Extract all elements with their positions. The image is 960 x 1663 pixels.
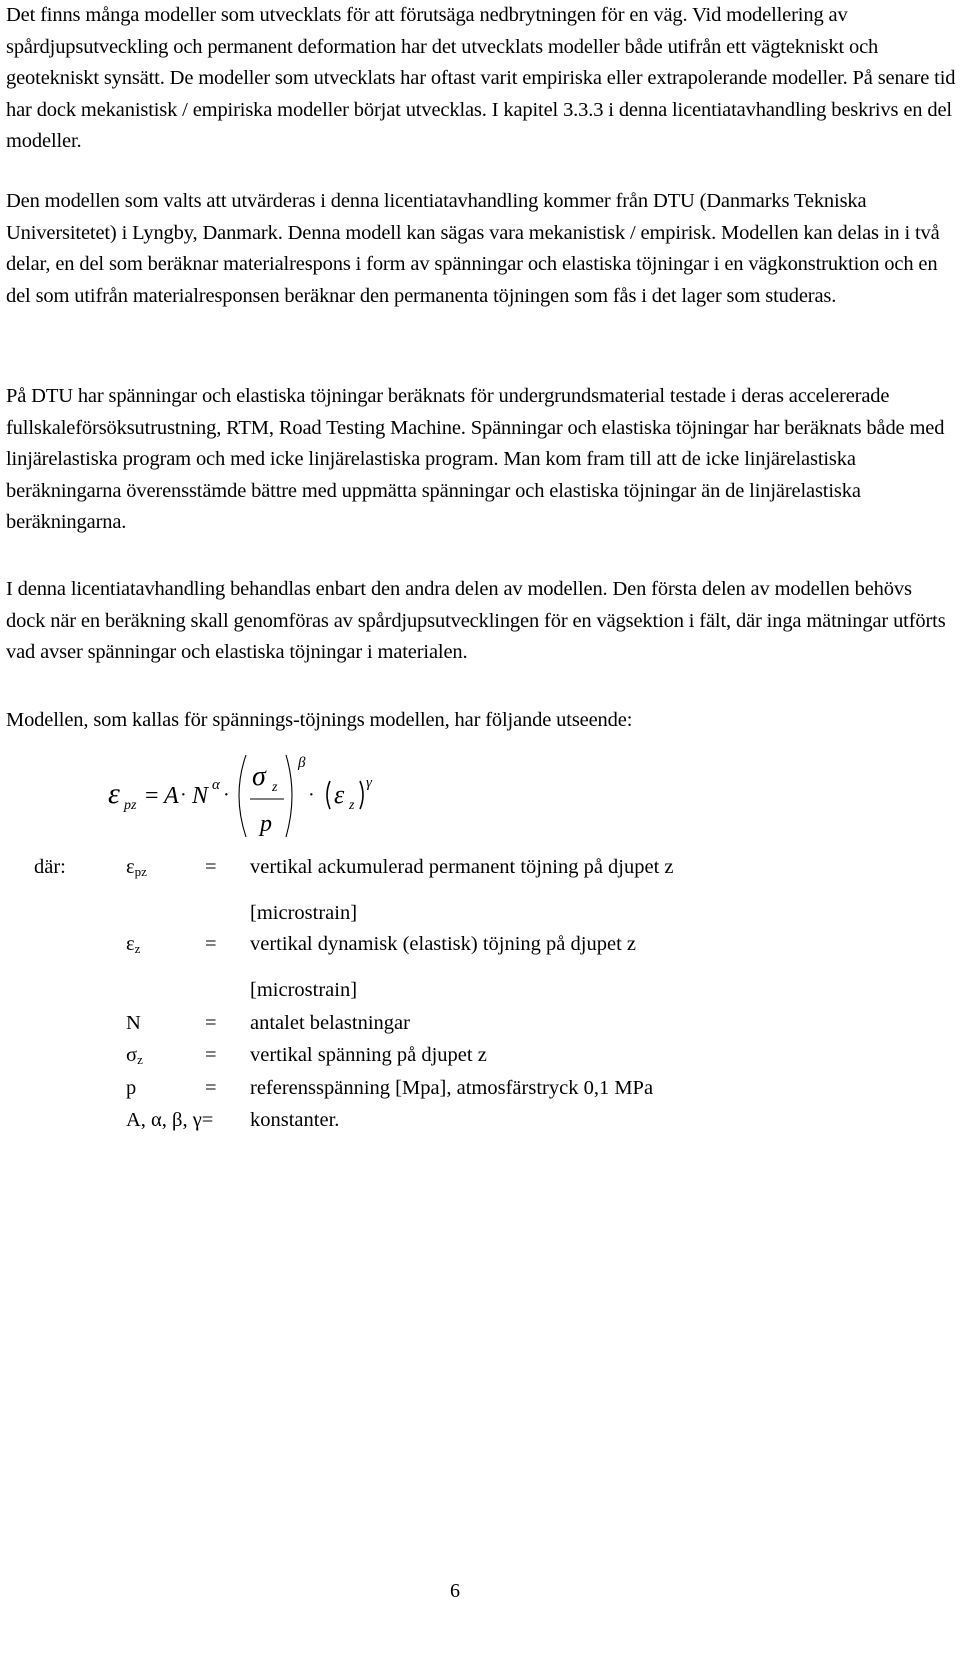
page-number: 6 (450, 1580, 460, 1602)
formula-dot-1: · (180, 784, 187, 806)
definition-description: referensspänning [Mpa], atmosfärstryck 0,1 MPa (250, 1077, 654, 1099)
formula-dot-3: · (308, 784, 315, 806)
formula-p: p (260, 811, 272, 837)
formula-alpha: α (212, 777, 220, 793)
definition-symbol: $\varepsilon_{pz}$ (126, 856, 147, 879)
formula-left-paren (239, 755, 246, 837)
definition-symbol: $\varepsilon_z$ (126, 933, 141, 956)
definition-equals: = (205, 933, 217, 955)
formula-equals: = (145, 783, 159, 809)
formula-epsilon-2: ε (334, 780, 345, 809)
paragraph-text: I denna licentiatavhandling behandlas enbart den andra delen av modellen. Den första delen av modellen behövs dock när en beräkning skall genomföras av spårdjupsutvecklingen för en vägsektion i fält, där inga mätningar utförts vad avser spänningar och elastiska töjningar i materialen. (6, 578, 946, 664)
paragraph-3 (6, 381, 956, 539)
formula-sigma: σ (252, 761, 266, 792)
formula-right-paren-2 (360, 781, 363, 809)
formula-svg (100, 745, 500, 845)
formula-beta: β (298, 755, 306, 771)
definition-description: vertikal dynamisk (elastisk) töjning på djupet z (250, 933, 636, 955)
definition-symbol: p (126, 1077, 137, 1099)
definition-description: antalet belastningar (250, 1012, 410, 1034)
formula-right-paren (286, 755, 292, 837)
formula-left-paren-2 (327, 781, 330, 809)
definition-symbol: $\sigma_z$ (126, 1044, 143, 1067)
paragraph-text: På DTU har spänningar och elastiska töjningar beräknats för undergrundsmaterial testade i deras accelererade fullskaleförsöksutrustning, RTM, Road Testing Machine. Spänningar och elastiska töjningar har beräknats både med linjärelastiska program och med icke linjärelastiska program. Man kom fram till att de icke linjärelastiska beräkningarna överensstämde bättre med uppmätta spänningar och elastiska töjningar än de linjärelastiska beräkningarna. (6, 385, 945, 534)
definition-equals: = (205, 1077, 217, 1099)
formula-epsilon-sub: pz (124, 798, 137, 813)
definition-unit: [microstrain] (250, 979, 358, 1001)
paragraph-5 (6, 705, 956, 737)
paragraph-text: Modellen, som kallas för spännings-töjnings modellen, har följande utseende: (6, 709, 633, 731)
formula-dot-2: · (223, 784, 230, 806)
paragraph-1 (6, 0, 956, 158)
formula-epsilon: ε (108, 777, 120, 810)
paragraph-text: Den modellen som valts att utvärderas i denna licentiatavhandling kommer från DTU (Danmarks Tekniska Universitetet) i Lyngby, Danmark. Denna modell kan sägas vara mekanistisk / empirisk. Modellen kan delas in i två delar, en del som beräknar materialrespons i form av spänningar och elastiska töjningar i en vägkonstruktion och en del som utifrån materialresponsen beräknar den permanenta töjningen som fås i det lager som studeras. (6, 190, 940, 307)
paragraph-4 (6, 574, 956, 669)
definition-description: vertikal ackumulerad permanent töjning på djupet z (250, 856, 674, 878)
strain-formula (100, 745, 500, 845)
formula-A: A (164, 783, 179, 809)
formula-gamma: γ (366, 775, 372, 791)
definition-symbol: N (126, 1012, 141, 1034)
definition-unit: [microstrain] (250, 902, 358, 924)
paragraph-2 (6, 186, 956, 312)
paragraph-text: Det finns många modeller som utvecklats för att förutsäga nedbrytningen för en väg. Vid modellering av spårdjupsutveckling och permanent deformation har det utvecklats modeller både utifrån ett vägtekniskt och geotekniskt synsätt. De modeller som utvecklats har oftast varit empiriska eller extrapolerande modeller. På senare tid har dock mekanistisk / empiriska modeller börjat utvecklas. I kapitel 3.3.3 i denna licentiatavhandling beskrivs en del modeller. (6, 4, 956, 153)
formula-N: N (192, 783, 209, 809)
definition-equals: = (205, 1044, 217, 1066)
definition-equals: = (205, 1012, 217, 1034)
formula-sigma-sub: z (272, 780, 278, 795)
definition-equals: = (205, 856, 217, 878)
formula-epsilon-2-sub: z (349, 798, 355, 813)
definition-symbol: A, α, β, γ= (126, 1109, 214, 1131)
definitions-intro: där: (34, 856, 66, 878)
definition-description: vertikal spänning på djupet z (250, 1044, 487, 1066)
definition-description: konstanter. (250, 1109, 340, 1131)
